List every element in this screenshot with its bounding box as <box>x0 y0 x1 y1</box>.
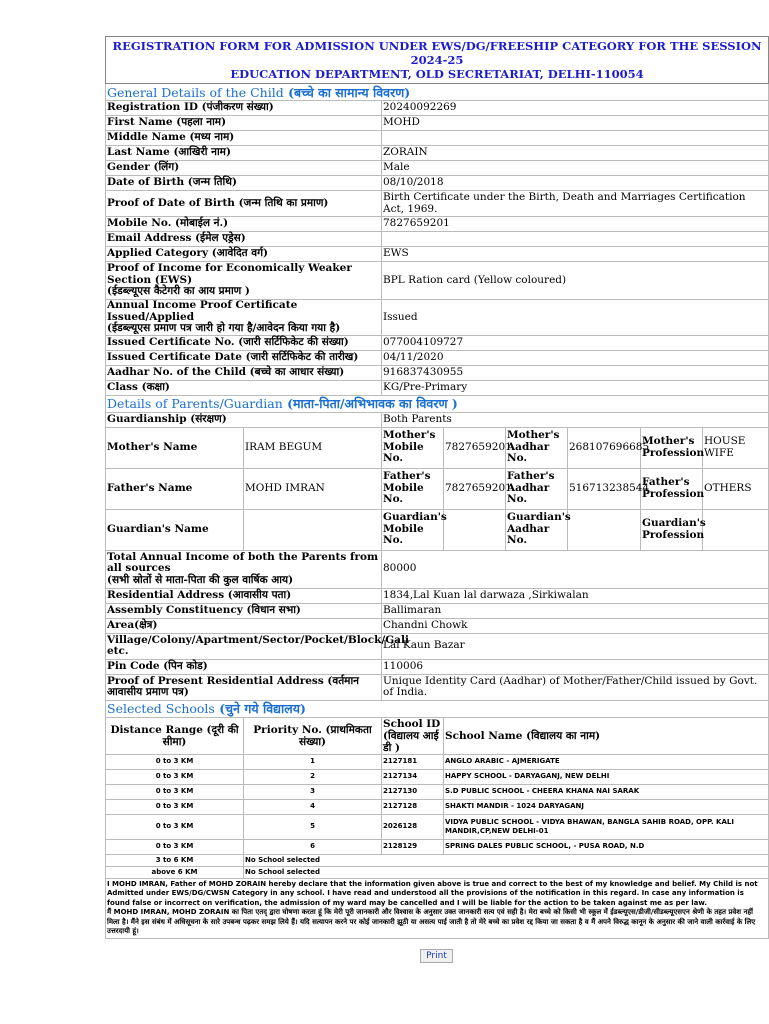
parent-row <box>106 509 769 550</box>
parent-row <box>106 468 769 509</box>
no-school-selected: No School selected <box>244 854 769 866</box>
field-value: 077004109727 <box>382 335 769 350</box>
detail-row <box>106 588 769 603</box>
guardianship-label: Guardianship (संरक्षण) <box>106 412 382 427</box>
section-title-en: Details of Parents/Guardian <box>107 396 283 411</box>
field-label: Email Address (ईमेल एड्रेस) <box>106 232 382 247</box>
school-row <box>106 839 769 854</box>
section-title-en: Selected Schools <box>107 701 215 716</box>
declaration-english: I MOHD IMRAN, Father of MOHD ZORAIN hereby declare that the information given above is true and correct to the best of my knowledge and belief. My Child is not Admitted under EWS/DG/CWSN Category in any school. I have read and understood all the provisions of the notification in this regard. In case any information is found false or incorrect on verification, the admission of my ward may be cancelled and I will be liable for the action to be taken against me as per law. <box>107 879 758 907</box>
child-section-header <box>106 84 769 101</box>
registration-form <box>105 36 768 963</box>
school-distance: 3 to 6 KM <box>106 854 244 866</box>
detail-row <box>106 131 769 146</box>
section-title-hi: (बच्चे का सामान्य विवरण) <box>288 84 411 100</box>
parent-mobile: 7827659201 <box>444 427 506 468</box>
parent-name-label: Guardian's Name <box>106 509 244 550</box>
field-label: Last Name (आखिरी नाम) <box>106 146 382 161</box>
parents-section-title <box>106 395 769 412</box>
school-distance: 0 to 3 KM <box>106 799 244 814</box>
school-row <box>106 799 769 814</box>
declaration-row <box>106 878 769 939</box>
school-priority: 3 <box>244 784 382 799</box>
field-value: Unique Identity Card (Aadhar) of Mother/Father/Child issued by Govt. of India. <box>382 674 769 700</box>
school-priority: 4 <box>244 799 382 814</box>
detail-row <box>106 365 769 380</box>
field-label: Village/Colony/Apartment/Sector/Pocket/Block/Gali etc. <box>107 633 409 657</box>
school-priority: 1 <box>244 754 382 769</box>
field-label: Annual Income Proof Certificate Issued/Applied (ईडब्ल्यूएस प्रमाण पत्र जारी हो गया है/आवेदन किया गया है) <box>106 300 382 336</box>
field-label: Gender (लिंग) <box>106 161 382 176</box>
field-value <box>382 131 769 146</box>
parent-profession-label: Mother's Profession <box>641 427 703 468</box>
detail-row <box>106 603 769 618</box>
schools-column-header <box>106 717 769 754</box>
parent-aadhar: 516713238544 <box>568 468 641 509</box>
section-title-en: General Details of the Child <box>107 84 284 100</box>
school-row <box>106 784 769 799</box>
detail-row <box>106 550 769 588</box>
detail-row <box>106 176 769 191</box>
schools-section-header <box>106 700 769 717</box>
field-value: Chandni Chowk <box>382 618 769 633</box>
parent-name: IRAM BEGUM <box>244 427 382 468</box>
parent-profession <box>703 509 769 550</box>
field-label: Date of Birth (जन्म तिथि) <box>106 176 382 191</box>
detail-row <box>106 146 769 161</box>
school-distance: above 6 KM <box>106 866 244 878</box>
field-value: 80000 <box>382 550 769 588</box>
school-id: 2127181 <box>382 754 444 769</box>
field-label: Assembly Constituency (विधान सभा) <box>106 603 382 618</box>
col-school-name: School Name (विद्यालय का नाम) <box>444 717 769 754</box>
field-value: Ballimaran <box>382 603 769 618</box>
detail-row <box>106 633 769 659</box>
school-row <box>106 814 769 839</box>
detail-row <box>106 101 769 116</box>
field-value: 1834,Lal Kuan lal darwaza ,Sirkiwalan <box>382 588 769 603</box>
detail-row <box>106 674 769 700</box>
guardianship-row <box>106 412 769 427</box>
no-school-selected: No School selected <box>244 866 769 878</box>
parent-profession-label: Guardian's Profession <box>641 509 703 550</box>
print-button[interactable]: Print <box>420 949 453 963</box>
field-value: ZORAIN <box>382 146 769 161</box>
field-value: Birth Certificate under the Birth, Death and Marriages Certification Act, 1969. <box>382 191 769 217</box>
parent-row <box>106 427 769 468</box>
school-distance: 0 to 3 KM <box>106 814 244 839</box>
detail-row <box>106 350 769 365</box>
parent-aadhar-label: Mother's Aadhar No. <box>506 427 568 468</box>
parent-mobile-label: Father's Mobile No. <box>382 468 444 509</box>
form-header <box>106 37 769 84</box>
parent-aadhar: 268107696685 <box>568 427 641 468</box>
school-id: 2127134 <box>382 769 444 784</box>
field-value: Lal Kaun Bazar <box>382 633 769 659</box>
detail-row <box>106 300 769 336</box>
parent-aadhar-label: Guardian's Aadhar No. <box>506 509 568 550</box>
detail-row <box>106 262 769 300</box>
school-name: SHAKTI MANDIR - 1024 DARYAGANJ <box>444 799 769 814</box>
parents-section-header <box>106 395 769 412</box>
field-label: Residential Address (आवासीय पता) <box>106 588 382 603</box>
field-label: First Name (पहला नाम) <box>106 116 382 131</box>
detail-row <box>106 659 769 674</box>
parent-mobile: 7827659201 <box>444 468 506 509</box>
section-title-hi: (चुने गये विद्यालय) <box>219 701 306 716</box>
field-label: Pin Code (पिन कोड) <box>106 659 382 674</box>
field-value: 04/11/2020 <box>382 350 769 365</box>
parent-mobile-label: Guardian's Mobile No. <box>382 509 444 550</box>
school-priority: 6 <box>244 839 382 854</box>
field-label: Aadhar No. of the Child (बच्चे का आधार संख्या) <box>106 365 382 380</box>
school-distance: 0 to 3 KM <box>106 754 244 769</box>
detail-row <box>106 217 769 232</box>
field-label: Proof of Income for Economically Weaker Section (EWS) (ईडब्ल्यूएस कैटेगरी का आय प्रमाण ) <box>106 262 382 300</box>
parent-mobile <box>444 509 506 550</box>
field-label: Total Annual Income of both the Parents from all sources (सभी स्रोतों से माता-पिता की कुल वार्षिक आय) <box>106 550 382 588</box>
field-value: 7827659201 <box>382 217 769 232</box>
detail-row <box>106 618 769 633</box>
field-value: 08/10/2018 <box>382 176 769 191</box>
field-label: Class (कक्षा) <box>106 380 382 395</box>
school-distance: 0 to 3 KM <box>106 769 244 784</box>
school-id: 2127130 <box>382 784 444 799</box>
field-label: Applied Category (आवेदित वर्ग) <box>106 247 382 262</box>
parent-name <box>244 509 382 550</box>
parent-profession: HOUSE WIFE <box>703 427 769 468</box>
school-id: 2127128 <box>382 799 444 814</box>
field-label: Issued Certificate No. (जारी सर्टिफिकेट की संख्या) <box>106 335 382 350</box>
school-priority: 2 <box>244 769 382 784</box>
print-area <box>105 943 768 963</box>
school-name: S.D PUBLIC SCHOOL - CHEERA KHANA NAI SARAK <box>444 784 769 799</box>
school-distance: 0 to 3 KM <box>106 839 244 854</box>
field-label: Issued Certificate Date (जारी सर्टिफिकेट की तारीख) <box>106 350 382 365</box>
detail-row <box>106 247 769 262</box>
col-distance: Distance Range (दूरी की सीमा) <box>106 717 244 754</box>
parent-name-label: Mother's Name <box>106 427 244 468</box>
parent-profession: OTHERS <box>703 468 769 509</box>
detail-row <box>106 335 769 350</box>
school-distance: 0 to 3 KM <box>106 784 244 799</box>
school-none-row <box>106 854 769 866</box>
declaration <box>106 878 769 939</box>
field-value: EWS <box>382 247 769 262</box>
col-priority: Priority No. (प्राथमिकता संख्या) <box>244 717 382 754</box>
field-label: Mobile No. (मोबाईल नं.) <box>106 217 382 232</box>
section-title-hi: (माता-पिता/अभिभावक का विवरण ) <box>287 396 458 411</box>
field-value: MOHD <box>382 116 769 131</box>
field-value: KG/Pre-Primary <box>382 380 769 395</box>
schools-section-title <box>106 700 769 717</box>
detail-row <box>106 380 769 395</box>
field-value: Issued <box>382 300 769 336</box>
form-title: REGISTRATION FORM FOR ADMISSION UNDER EWS/DG/FREESHIP CATEGORY FOR THE SESSION 2024-25 <box>112 39 762 67</box>
form-table <box>105 36 769 939</box>
parent-aadhar <box>568 509 641 550</box>
parent-profession-label: Father's Profession <box>641 468 703 509</box>
school-none-row <box>106 866 769 878</box>
school-row <box>106 754 769 769</box>
school-row <box>106 769 769 784</box>
school-name: VIDYA PUBLIC SCHOOL - VIDYA BHAWAN, BANGLA SAHIB ROAD, OPP. KALI MANDIR,CP,NEW DELHI-01 <box>444 814 769 839</box>
parent-mobile-label: Mother's Mobile No. <box>382 427 444 468</box>
field-value: 20240092269 <box>382 101 769 116</box>
child-section-title <box>106 84 769 101</box>
field-value <box>382 232 769 247</box>
school-name: HAPPY SCHOOL - DARYAGANJ, NEW DELHI <box>444 769 769 784</box>
field-label: Proof of Present Residential Address (वर्तमान आवासीय प्रमाण पत्र) <box>106 674 382 700</box>
field-value: 110006 <box>382 659 769 674</box>
guardianship-value: Both Parents <box>382 412 769 427</box>
school-priority: 5 <box>244 814 382 839</box>
field-label: Middle Name (मध्य नाम) <box>106 131 382 146</box>
detail-row <box>106 191 769 217</box>
department-address: EDUCATION DEPARTMENT, OLD SECRETARIAT, DELHI-110054 <box>230 67 644 81</box>
field-label: Area(क्षेत्र) <box>106 618 382 633</box>
parent-aadhar-label: Father's Aadhar No. <box>506 468 568 509</box>
declaration-hindi: मैं MOHD IMRAN, MOHD ZORAIN का पिता एतद् द्वारा घोषणा करता हूं कि मेरी पूरी जानकारी और विश्वास के अनुसार उक्त जानकारी सत्य एवं सही है। मेरा बच्चे को किसी भी स्कूल में ईडब्ल्यूएस/डीजी/सीडब्ल्यूएसएन श्रेणी के तहत प्रवेश नहीं मिला है। मैंने इस संबंध में अधिसूचना के सारे उपबन्ध पढ़कर समझ लिये हैं। यदि सत्यापन करने पर कोई जानकारी झूठी या असत्य पाई जाती है तो मेरे बच्चे का प्रवेश रद्द किया जा सकता है व मैं अपने विरुद्ध कानून के अनुसार की जाने वाली कार्रवाई के लिए उत्तरदायी हूं। <box>107 908 756 936</box>
detail-row <box>106 116 769 131</box>
col-school-id: School ID (विद्यालय आई डी ) <box>382 717 444 754</box>
school-name: ANGLO ARABIC - AJMERIGATE <box>444 754 769 769</box>
parent-name-label: Father's Name <box>106 468 244 509</box>
detail-row <box>106 161 769 176</box>
parent-name: MOHD IMRAN <box>244 468 382 509</box>
school-id: 2026128 <box>382 814 444 839</box>
field-value: Male <box>382 161 769 176</box>
field-value: BPL Ration card (Yellow coloured) <box>382 262 769 300</box>
school-name: SPRING DALES PUBLIC SCHOOL, - PUSA ROAD, N.D <box>444 839 769 854</box>
detail-row <box>106 232 769 247</box>
field-label: Proof of Date of Birth (जन्म तिथि का प्रमाण) <box>106 191 382 217</box>
school-id: 2128129 <box>382 839 444 854</box>
field-value: 916837430955 <box>382 365 769 380</box>
field-label: Registration ID (पंजीकरण संख्या) <box>106 101 382 116</box>
